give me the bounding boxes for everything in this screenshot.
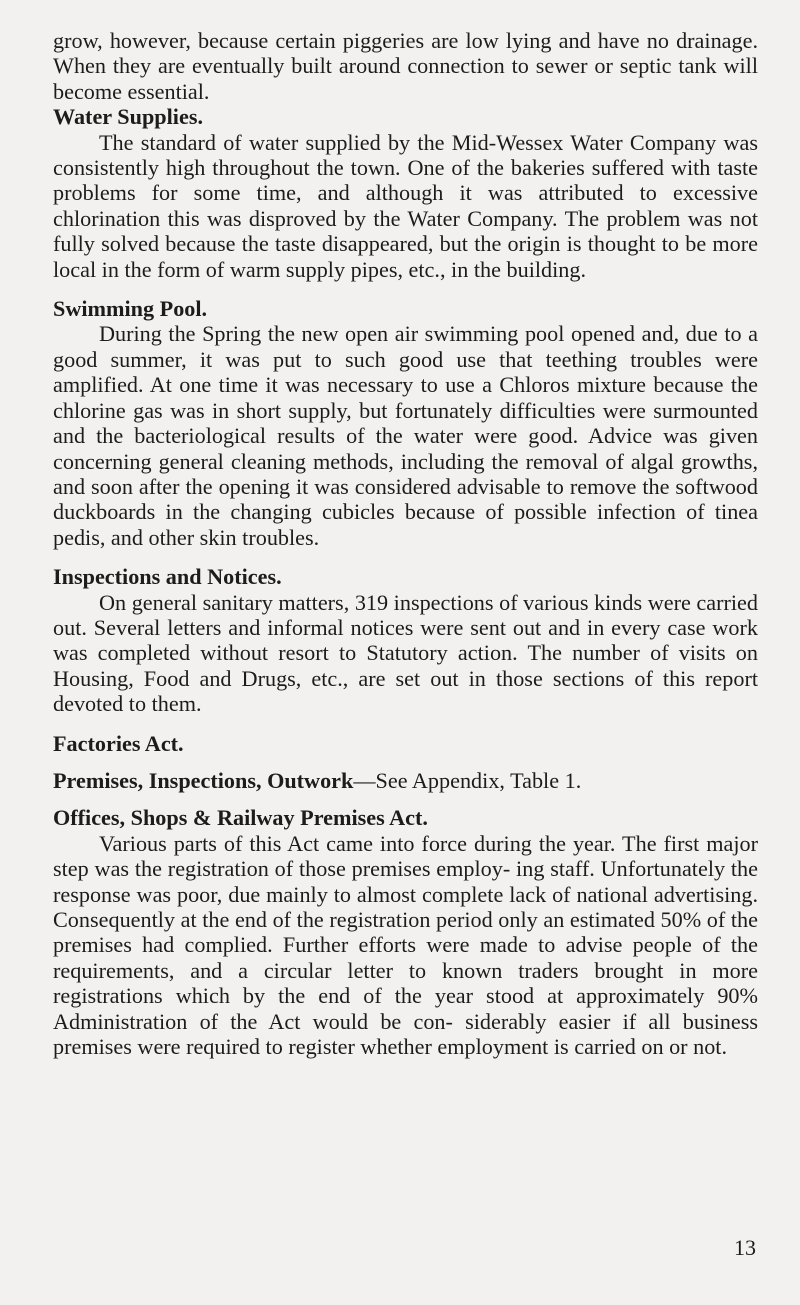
- runin-premises-inspections-outwork: [53, 768, 758, 793]
- section-heading-inspections-notices: Inspections and Notices.: [53, 564, 282, 590]
- section-heading-water-supplies: Water Supplies.: [53, 104, 204, 130]
- section-heading-swimming-pool: Swimming Pool.: [53, 296, 208, 322]
- runin-bold-label: Premises, Inspections, Outwork: [53, 767, 354, 793]
- body-paragraph-inspections-notices: On general sanitary matters, 319 inspections of various kinds were carried out. Several letters and informal notices were sent out and in every case work was completed without resort to Statutory action. The number of visits on Housing, Food and Drugs, etc., are set out in those sections of this report devoted to them.: [53, 589, 758, 717]
- body-paragraph-water-supplies: The standard of water supplied by the Mid-Wessex Water Company was consistently high throughout the town. One of the bakeries suffered with taste problems for some time, and although it was attributed to excessive chlorination this was disproved by the Water Company. The problem was not fully solved because the taste disappeared, but the origin is thought to be more local in the form of warm supply pipes, etc., in the building.: [53, 129, 758, 282]
- runin-text: —See Appendix, Table 1.: [353, 767, 582, 793]
- body-paragraph-continuation: grow, however, because certain piggeries are low lying and have no drainage. When they are eventually built around connection to sewer or septic tank will become essential.: [53, 28, 758, 104]
- section-heading-factories-act: Factories Act.: [53, 730, 184, 756]
- body-paragraph-swimming-pool: During the Spring the new open air swimming pool opened and, due to a good summer, it was put to such good use that teething troubles were amplified. At one time it was necessary to use a Chloros mixture because the chlorine gas was in short supply, but fortunately difficulties were surmounted and the bacteriological results of the water were good. Advice was given concerning general cleaning methods, including the removal of algal growths, and soon after the opening it was considered advisable to remove the softwood duckboards in the changing cubicles because of possible infection of tinea pedis, and other skin troubles.: [53, 321, 758, 550]
- section-heading-offices-shops-railway: Offices, Shops & Railway Premises Act.: [53, 805, 428, 831]
- body-paragraph-offices-shops-railway: Various parts of this Act came into force during the year. The first major step was the registration of those premises employ- ing staff. Unfortunately the response was poor, due mainly to almost complete lack of national advertising. Consequently at the end of the registration period only an estimated 50% of the premises had complied. Further efforts were made to advise people of the requirements, and a circular letter to known traders brought in more registrations which by the end of the year stood at approximately 90% Administration of the Act would be con- siderably easier if all business premises were required to register whether employment is carried on or not.: [53, 830, 758, 1060]
- page-number: 13: [734, 1235, 756, 1260]
